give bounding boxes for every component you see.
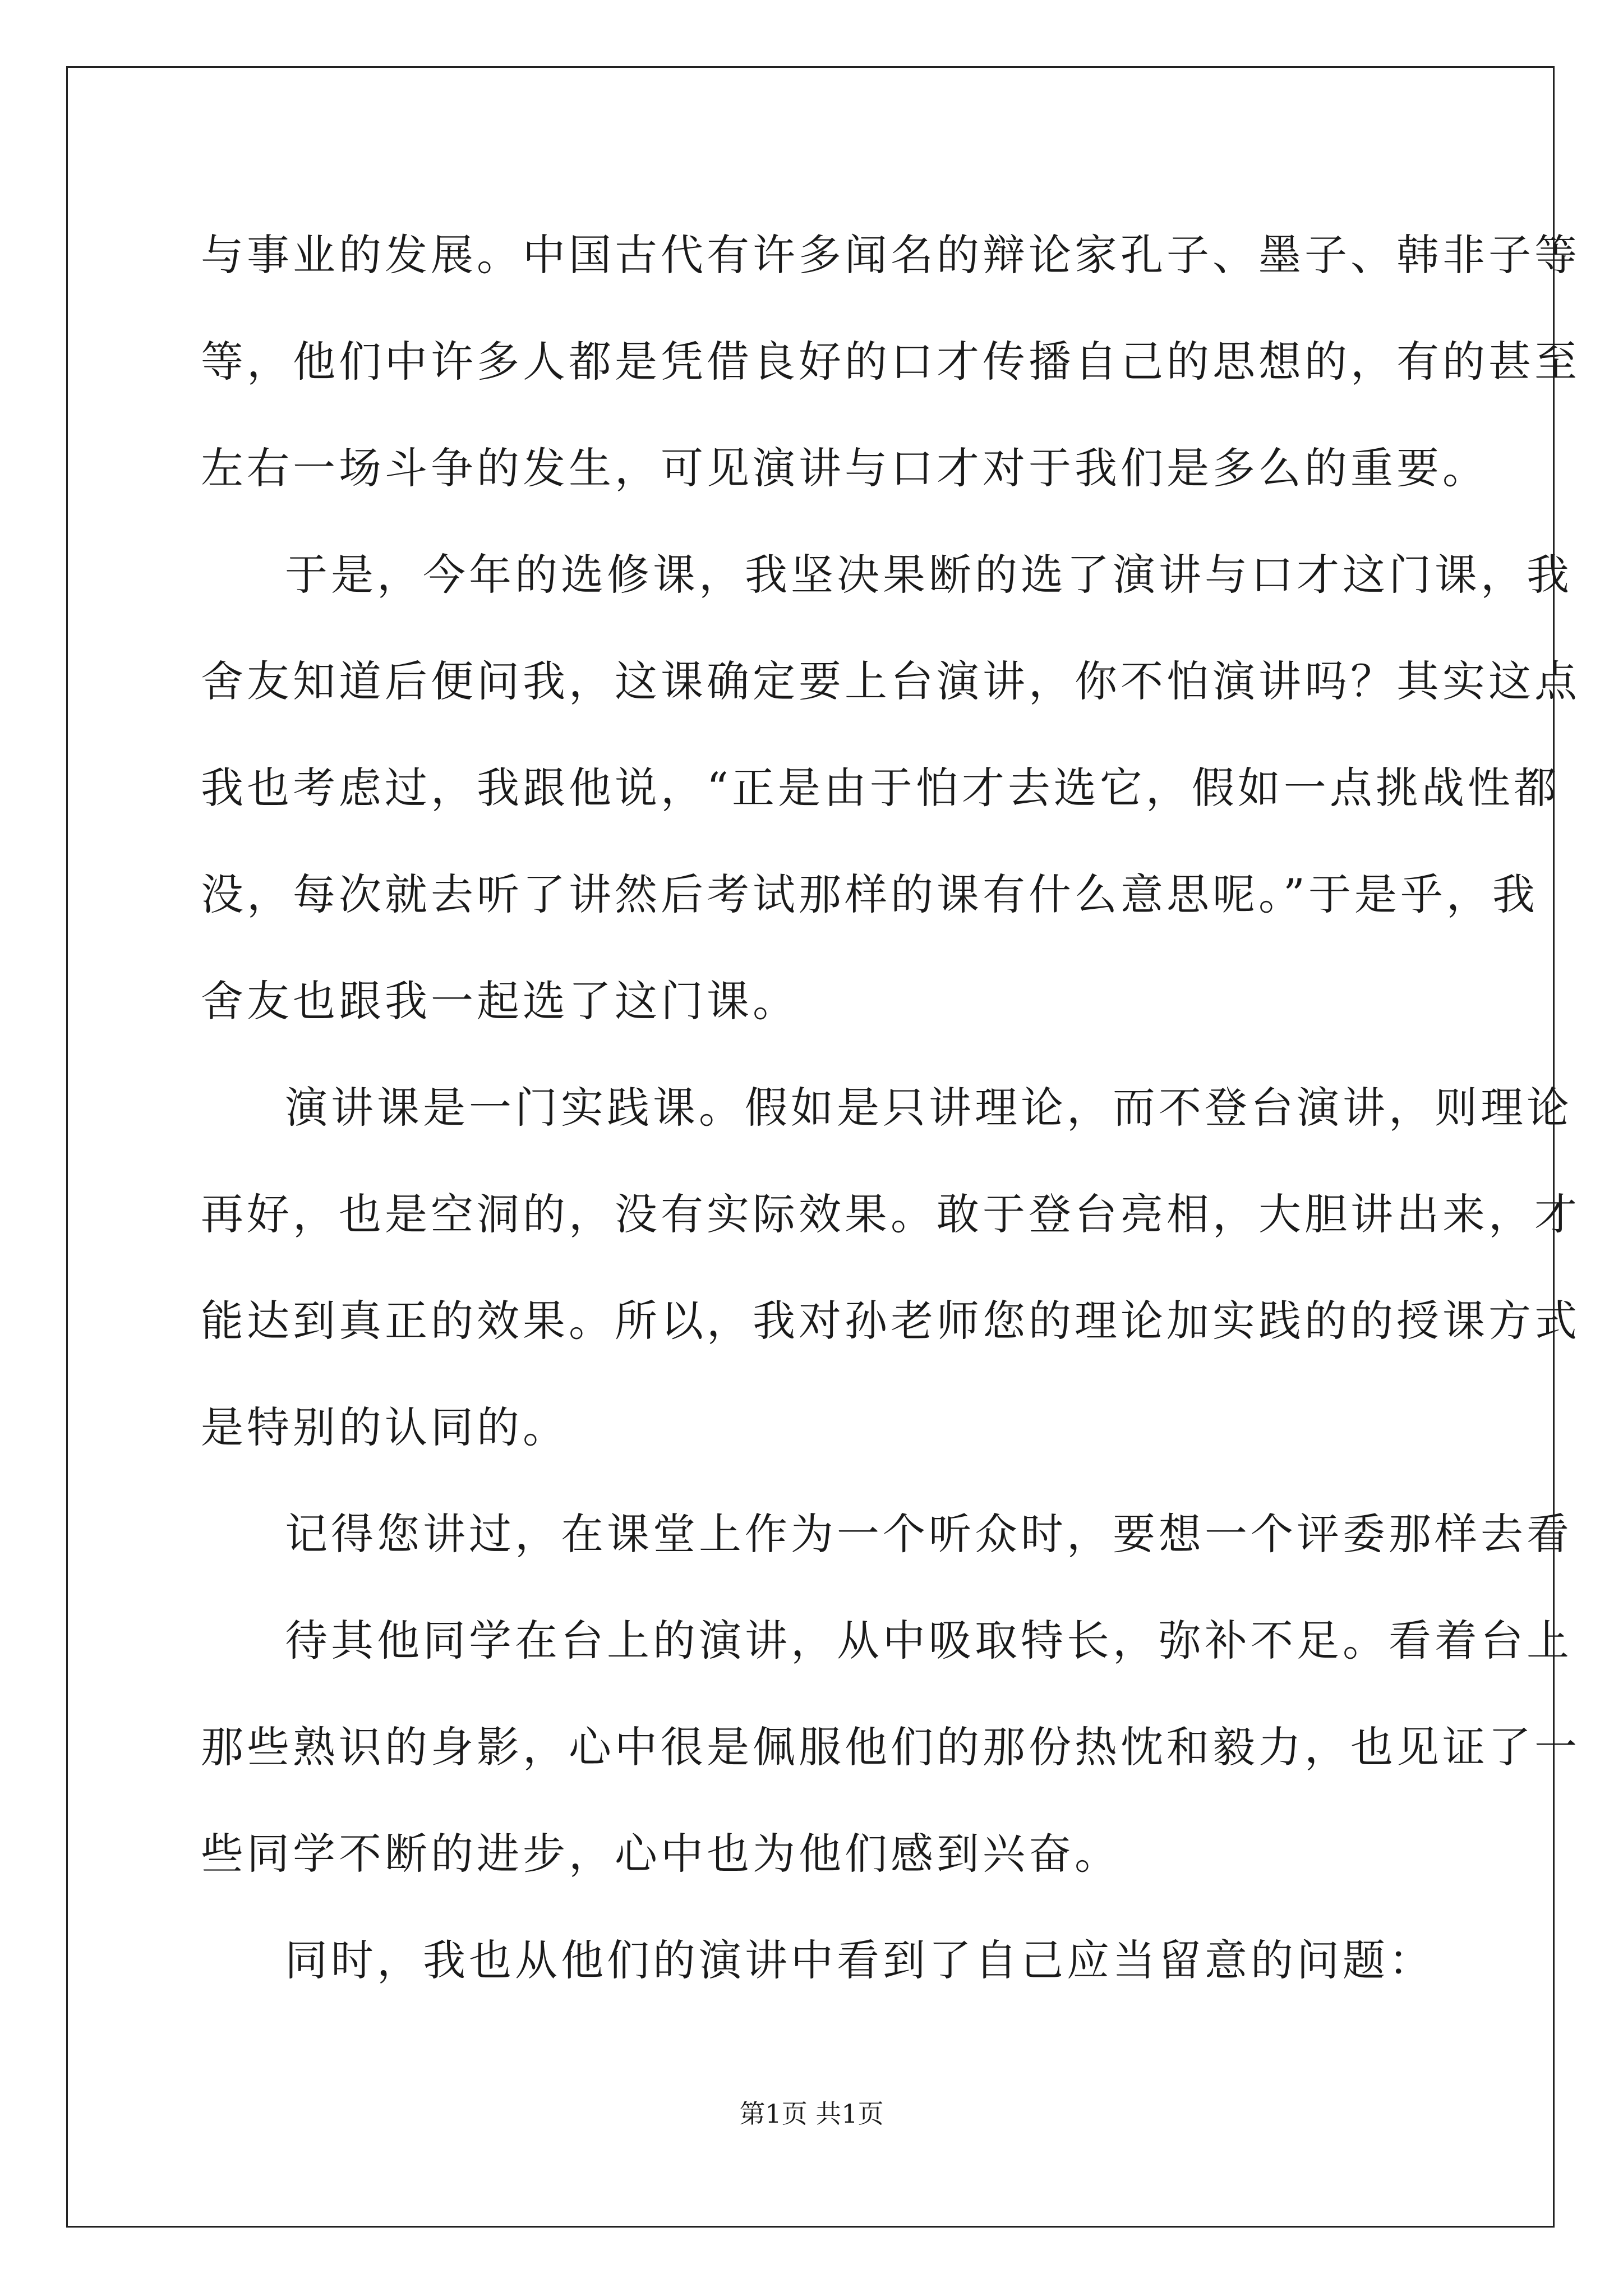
text-line: 能达到真正的效果。所以，我对孙老师您的理论加实践的的授课方式 — [201, 1296, 1580, 1346]
text-line: 于是，今年的选修课，我坚决果断的选了演讲与口才这门课，我 — [285, 550, 1573, 600]
text-line: 演讲课是一门实践课。假如是只讲理论，而不登台演讲，则理论 — [285, 1083, 1573, 1133]
text-line: 同时，我也从他们的演讲中看到了自己应当留意的问题： — [285, 1935, 1435, 1985]
page-number-footer: 第1页 共1页 — [739, 2099, 884, 2129]
text-line: 待其他同学在台上的演讲，从中吸取特长，弥补不足。看着台上 — [285, 1616, 1573, 1665]
text-line: 舍友知道后便问我，这课确定要上台演讲，你不怕演讲吗？其实这点 — [201, 656, 1580, 706]
text-line: 舍友也跟我一起选了这门课。 — [201, 976, 799, 1026]
text-line: 是特别的认同的。 — [201, 1402, 569, 1452]
text-line: 与事业的发展。中国古代有许多闻名的辩论家孔子、墨子、韩非子等 — [201, 230, 1580, 280]
text-line: 再好，也是空洞的，没有实际效果。敢于登台亮相，大胆讲出来，才 — [201, 1189, 1580, 1239]
text-line: 些同学不断的进步，心中也为他们感到兴奋。 — [201, 1829, 1121, 1879]
text-line: 没，每次就去听了讲然后考试那样的课有什么意思呢。”于是乎，我 — [201, 869, 1538, 919]
text-line: 左右一场斗争的发生，可见演讲与口才对于我们是多么的重要。 — [201, 443, 1488, 493]
text-line: 记得您讲过，在课堂上作为一个听众时，要想一个评委那样去看 — [285, 1509, 1573, 1559]
text-line: 我也考虑过，我跟他说，“正是由于怕才去选它，假如一点挑战性都 — [201, 763, 1560, 813]
document-body — [201, 216, 1580, 2028]
text-line: 等，他们中许多人都是凭借良好的口才传播自己的思想的，有的甚至 — [201, 337, 1580, 386]
text-line: 那些熟识的身影，心中很是佩服他们的那份热忱和毅力，也见证了一 — [201, 1722, 1580, 1772]
